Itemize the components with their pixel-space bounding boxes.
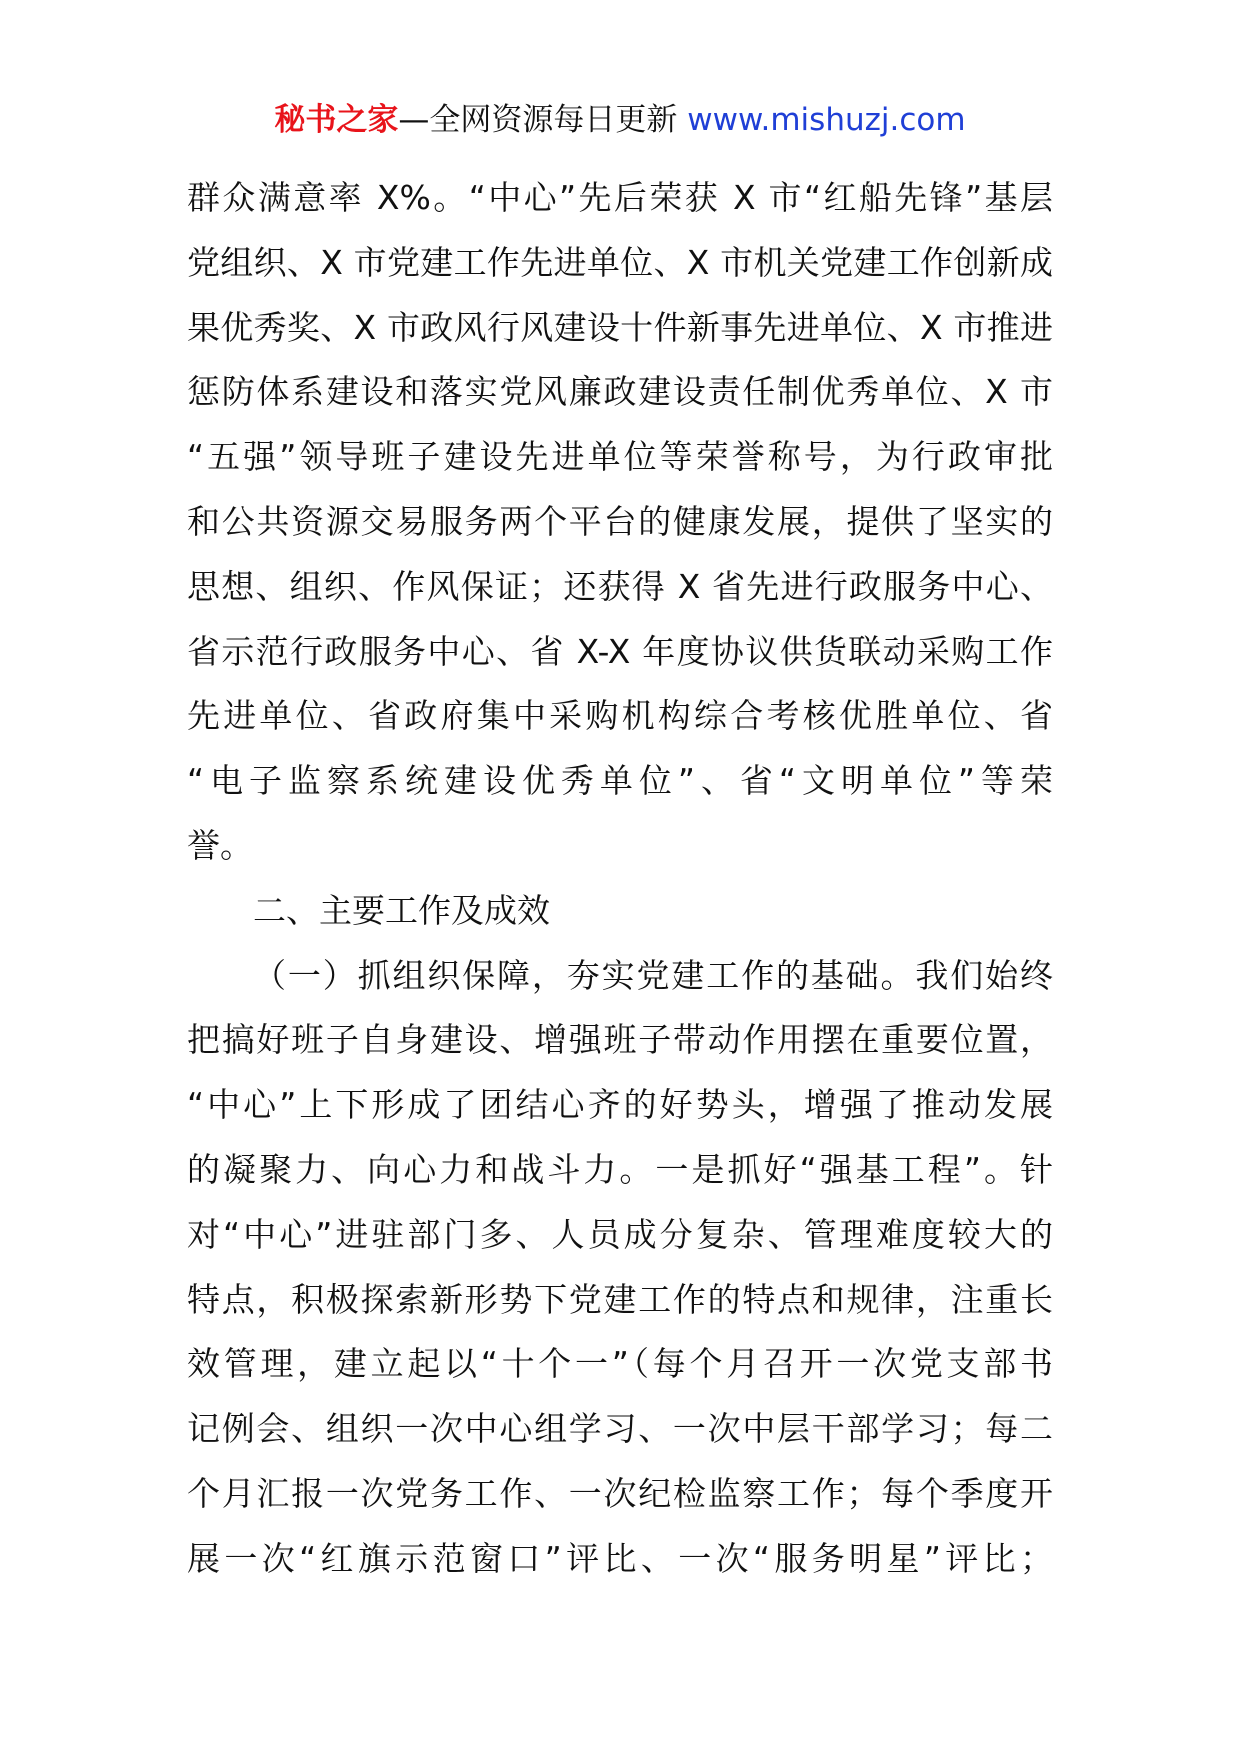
header-tagline: —全网资源每日更新 (398, 102, 678, 138)
brand-name: 秘书之家 (274, 102, 399, 138)
subsection-heading-line: （一）抓组织保障，夯实党建工作的基础。我们始终 (253, 955, 1053, 995)
text-line: 和公共资源交易服务两个平台的健康发展，提供了坚实的 (187, 501, 1053, 541)
text-line: 党组织、X 市党建工作先进单位、X 市机关党建工作创新成 (187, 242, 1053, 282)
text-line: “五强”领导班子建设先进单位等荣誉称号，为行政审批 (187, 437, 1053, 477)
text-line: 对“中心”进驻部门多、人员成分复杂、管理难度较大的 (187, 1214, 1053, 1254)
text-line: 惩防体系建设和落实党风廉政建设责任制优秀单位、X 市 (187, 372, 1053, 412)
text-line: 的凝聚力、向心力和战斗力。一是抓好“强基工程”。针 (187, 1149, 1053, 1189)
text-line: 群众满意率 X%。“中心”先后荣获 X 市“红船先锋”基层 (187, 178, 1053, 217)
document-body (187, 166, 1053, 1592)
page-header (0, 98, 1240, 142)
text-line: 记例会、组织一次中心组学习、一次中层干部学习；每二 (187, 1409, 1053, 1449)
text-line: “电子监察系统建设优秀单位”、省“文明单位”等荣 (187, 761, 1053, 801)
text-line: “中心”上下形成了团结心齐的好势头，增强了推动发展 (187, 1085, 1053, 1125)
text-line: 果优秀奖、X 市政风行风建设十件新事先进单位、X 市推进 (187, 307, 1053, 347)
text-line: 誉。 (187, 825, 253, 865)
text-line: 效管理，建立起以“十个一”（每个月召开一次党支部书 (187, 1344, 1053, 1384)
text-line: 把搞好班子自身建设、增强班子带动作用摆在重要位置， (187, 1020, 1053, 1060)
text-line: 先进单位、省政府集中采购机构综合考核优胜单位、省 (187, 696, 1053, 736)
text-line: 省示范行政服务中心、省 X-X 年度协议供货联动采购工作 (187, 631, 1053, 671)
section-heading: 二、主要工作及成效 (253, 890, 550, 930)
text-line: 思想、组织、作风保证；还获得 X 省先进行政服务中心、 (187, 566, 1053, 606)
text-line: 特点，积极探索新形势下党建工作的特点和规律，注重长 (187, 1279, 1053, 1319)
website-link[interactable]: www.mishuzj.com (687, 102, 966, 138)
text-line: 个月汇报一次党务工作、一次纪检监察工作；每个季度开 (187, 1473, 1053, 1513)
text-line: 展一次“红旗示范窗口”评比、一次“服务明星”评比； (187, 1538, 1053, 1578)
